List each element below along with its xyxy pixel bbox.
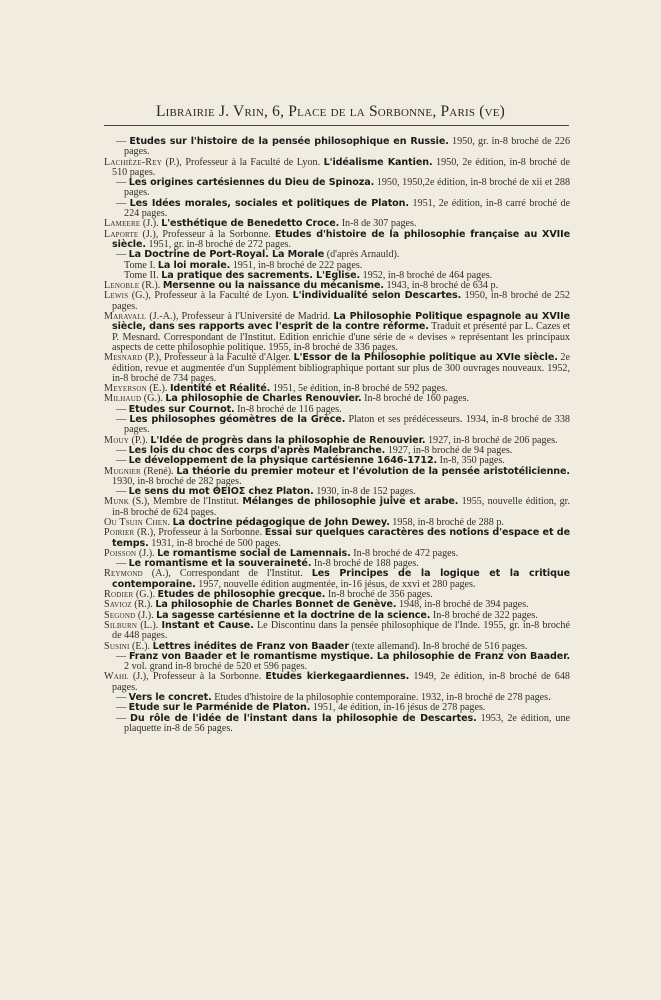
catalog-entry [104, 497, 570, 518]
entry-author: Poirier [104, 527, 135, 539]
entry-details: 1950, gr. in-8 broché de 226 pages. [124, 136, 571, 158]
entry-details: 1951, in-8 broché de 222 pages. [230, 259, 363, 271]
entry-dash: — [116, 702, 129, 714]
entry-title: Mélanges de philosophie juive et arabe. [242, 496, 459, 508]
entry-details: 1930, in-8 de 152 pages. [313, 486, 416, 498]
catalog-entry [104, 528, 570, 549]
entry-author-info: (J.), Professeur à la Sorbonne. [138, 228, 275, 240]
page-header [0, 103, 661, 121]
entry-title: Etudes sur Cournot. [128, 403, 235, 415]
entry-details: 1953, 2e édition, une plaquette in-8 de 56 pages. [124, 712, 571, 734]
entry-title: L'Essor de la Philosophie politique au XVIe siècle. [293, 352, 558, 364]
entry-author: Segond [104, 609, 136, 621]
entry-dash: — [116, 558, 129, 570]
entry-title: Vers le concret. [128, 692, 212, 704]
entry-details: Traduit et présenté par L. Cazes et P. Mesnard. Correspondant de l'Institut. Edition enrichie d'une série de « devises » représentant les principaux aspects de cette philosophie politique. 1955, in-8 broché de 336 pages. [112, 321, 570, 353]
entry-title: Identité et Réalité. [169, 383, 271, 395]
entry-author: Mesnard [104, 352, 143, 364]
entry-title: Etudes sur l'histoire de la pensée philosophique en Russie. [129, 136, 449, 147]
entry-dash: — [116, 249, 129, 261]
entry-details: 1951, gr. in-8 broché de 272 pages. [145, 238, 292, 250]
entry-title: Etudes d'histoire de la philosophie française au XVIIe siècle. [112, 228, 570, 250]
entry-title: La Philosophie Politique espagnole au XVIIe siècle, dans ses rapports avec l'esprit de la contre réforme. [112, 311, 570, 333]
entry-title: La doctrine pédagogique de John Dewey. [172, 516, 390, 528]
entry-author-info: (P.). [128, 434, 151, 446]
entry-details: 1955, nouvelle édition, gr. in-8 broché de 624 pages. [112, 496, 571, 518]
catalog-entry [104, 569, 570, 590]
entry-title: Les Idées morales, sociales et politiques de Platon. [129, 197, 409, 209]
entry-title: Le romantisme et la souveraineté. [128, 558, 312, 570]
entry-author: Lenoble [104, 280, 140, 292]
entry-title: Etudes kierkegaardiennes. [265, 671, 410, 683]
entry-title: L'Idée de progrès dans la philosophie de Renouvier. [150, 434, 426, 446]
entry-author: Reymond [104, 568, 143, 580]
entry-details: 1943, in-8 broché de 634 p. [383, 280, 499, 292]
entry-author: Mouy [104, 434, 129, 446]
entry-title: Les lois du choc des corps d'après Malebranche. [128, 444, 386, 456]
entry-title: L'esthétique de Benedetto Croce. [161, 218, 340, 230]
entry-author-info: (J.-A.), Professeur à l'Université de Madrid. [146, 311, 334, 323]
catalog-entry [104, 137, 570, 158]
entry-author: Silburn [104, 619, 138, 631]
entry-details: 1949, 2e édition, in-8 broché de 648 pages. [112, 671, 570, 693]
entry-title: Mersenne ou la naissance du mécanisme. [162, 280, 384, 292]
entry-title: Le romantisme social de Lamennais. [157, 547, 351, 559]
entry-title: Etudes de philosophie grecque. [157, 589, 326, 601]
entry-title: Le développement de la physique cartésienne 1646-1712. [128, 455, 438, 467]
entry-author: Mugnier [104, 465, 141, 477]
entry-title: La loi morale. [157, 259, 231, 271]
header-title: Librairie J. Vrin, 6, Place de la Sorbonne, Paris (ve) [155, 103, 506, 120]
entry-dash: — [116, 692, 129, 704]
entry-title: Etude sur le Parménide de Platon. [128, 702, 311, 714]
entry-details: 2e édition, revue et augmentée d'un Supplément bibliographique portant sur plus de 300 ouvrages nouveaux. 1952, in-8 broché de 734 pages. [112, 352, 570, 384]
entry-volume: Tome II. [124, 269, 162, 281]
entry-title: La théorie du premier moteur et l'évolution de la pensée aristotélicienne. [176, 465, 570, 477]
catalog-entry [104, 467, 570, 488]
catalog-entry [104, 353, 570, 384]
entry-author: Wahl [104, 671, 129, 683]
entry-details: 1930, in-8 broché de 282 pages. [112, 475, 242, 487]
entry-dash: — [116, 486, 129, 498]
entry-details: 1948, in-8 broché de 394 pages. [396, 599, 529, 611]
catalog-entry [104, 672, 570, 693]
entry-author-info: (E.). [129, 640, 153, 652]
entry-dash: — [116, 455, 129, 467]
entry-author-info: (G.). [141, 393, 166, 405]
entry-author: Meyerson [104, 383, 147, 395]
entry-details: In-8 broché de 322 pages. [430, 609, 538, 621]
entry-dash: — [116, 650, 129, 662]
entry-author: Rodier [104, 589, 134, 601]
entry-dash: — [116, 403, 129, 415]
entry-title: Les origines cartésiennes du Dieu de Spinoza. [128, 177, 375, 189]
entry-author: Laporte [104, 228, 139, 240]
entry-details: 1957, nouvelle édition augmentée, in-16 jésus, de xxvi et 280 pages. [195, 578, 476, 590]
entry-author-info: (G.), Professeur à la Faculté de Lyon. [128, 290, 293, 302]
entry-details: 1951, 2e édition, in-8 carré broché de 224 pages. [124, 197, 571, 220]
entry-details: 1952, in-8 broché de 464 pages. [360, 269, 493, 281]
entry-dash: — [116, 444, 129, 456]
entry-author-info: (R.). [131, 599, 156, 611]
entry-details: Etudes d'histoire de la philosophie contemporaine. 1932, in-8 broché de 278 pages. [211, 692, 551, 704]
entry-details: Le Discontinu dans la pensée philosophique de l'Inde. 1955, gr. in-8 broché de 448 pages. [112, 619, 570, 642]
entry-title: La philosophie de Charles Renouvier. [165, 393, 362, 405]
entry-details: In-8 de 307 pages. [339, 218, 417, 230]
entry-author-info: (S.), Membre de l'Institut. [128, 496, 243, 508]
entry-details: 1931, in-8 broché de 500 pages. [148, 537, 281, 549]
entry-title: Essai sur quelques caractères des notions d'espace et de temps. [112, 527, 570, 549]
entry-title: Le sens du mot ΘΕΙΟΣ chez Platon. [128, 486, 314, 498]
entry-title: La pratique des sacrements. L'Eglise. [161, 269, 361, 281]
catalog-entry [104, 312, 570, 353]
catalog-entry [104, 199, 570, 220]
entry-author: Lachièze-Rey [104, 156, 162, 168]
entry-author-info: (A.), Correspondant de l'Institut. [142, 568, 312, 580]
entry-title: La philosophie de Charles Bonnet de Genève. [155, 599, 397, 611]
entry-author-info: (R.), Professeur à la Sorbonne. [134, 527, 265, 539]
entry-dash: — [116, 712, 131, 724]
catalog-entry [104, 714, 570, 735]
entry-details: 1958, in-8 broché de 288 p. [389, 516, 504, 528]
entry-details: In-8 broché de 188 pages. [311, 558, 419, 570]
entry-author: Savioz [104, 599, 132, 611]
entry-author: Poisson [104, 547, 137, 559]
catalog-entry [104, 415, 570, 436]
entry-dash: — [116, 136, 130, 147]
entry-title: Les philosophes géomètres de la Grèce. [129, 414, 346, 426]
entry-author: Munk [104, 496, 129, 508]
entry-author: Maravall [104, 311, 147, 323]
entry-author-info: (R.). [139, 280, 163, 292]
entry-author-info: (J.), Professeur à la Sorbonne. [128, 671, 266, 683]
entry-author: Milhaud [104, 393, 142, 405]
entry-details: (texte allemand). In-8 broché de 516 pages. [348, 640, 528, 652]
entry-details: 1951, 4e édition, in-16 jésus de 278 pages. [310, 702, 486, 714]
entry-details: In-8 broché de 116 pages. [234, 403, 342, 415]
entry-author: Ou Tsuin Chen [104, 516, 168, 528]
entry-author-info: (G.). [133, 589, 158, 601]
entry-details: In-8 broché de 472 pages. [350, 547, 459, 559]
entry-details: 1950, in-8 broché de 252 pages. [112, 290, 570, 312]
entry-author-info: (P.), Professeur à la Faculté de Lyon. [161, 156, 324, 168]
header-rule [104, 125, 569, 126]
entry-title: L'idéalisme Kantien. [323, 156, 433, 168]
entry-title: La sagesse cartésienne et la doctrine de la science. [156, 609, 431, 621]
catalog-entry [104, 158, 570, 179]
entry-title: L'individualité selon Descartes. [292, 290, 462, 302]
entry-details: In-8 broché de 160 pages. [361, 393, 469, 405]
catalog-entry [104, 652, 570, 673]
entry-details: In-8, 350 pages. [437, 455, 505, 467]
entry-title: Du rôle de l'idée de l'instant dans la philosophie de Descartes. [130, 712, 477, 724]
entry-author-info: (René). [140, 465, 177, 477]
entry-title: Les Principes de la logique et la critique contemporaine. [112, 568, 570, 590]
entry-volume: Tome I. [124, 259, 158, 271]
entry-details: 1950, 1950,2e édition, in-8 broché de xii et 288 pages. [124, 177, 571, 199]
entry-author-info: (J.). [135, 609, 157, 621]
entry-title: Franz von Baader et le romantisme mystique. La philosophie de Franz von Baader. [128, 650, 571, 662]
entry-author: Lewis [104, 290, 129, 302]
entry-author-info: . [167, 516, 173, 528]
entry-title: La Doctrine de Port-Royal. La Morale [128, 249, 325, 261]
entry-title: Instant et Cause. [161, 619, 254, 631]
entry-author-info: (J.). [136, 547, 158, 559]
entry-details: 2 vol. grand in-8 broché de 520 et 596 pages. [124, 661, 308, 673]
entry-dash: — [116, 177, 129, 189]
entry-author-info: (E.). [146, 383, 170, 395]
catalog-entry [104, 291, 570, 312]
entry-author: Lameere [104, 218, 141, 230]
catalog-entry [104, 178, 570, 199]
entry-details: 1950, 2e édition, in-8 broché de 510 pages. [112, 156, 570, 178]
entry-title: Lettres inédites de Franz von Baader [152, 640, 349, 652]
catalog-list [104, 137, 570, 734]
catalog-entry [104, 230, 570, 251]
entry-author-info: (J.). [140, 218, 162, 230]
entry-author-info: (P.), Professeur à la Faculté d'Alger. [142, 352, 294, 364]
entry-author-info: (L.). [137, 619, 162, 631]
entry-details: 1951, 5e édition, in-8 broché de 592 pages. [270, 383, 448, 395]
entry-details: In-8 broché de 356 pages. [325, 589, 433, 601]
entry-dash: — [116, 197, 130, 209]
entry-details: 1927, in-8 broché de 94 pages. [385, 444, 513, 456]
catalog-entry [104, 621, 570, 642]
entry-details: 1927, in-8 broché de 206 pages. [425, 434, 558, 446]
entry-details: Platon et ses prédécesseurs. 1934, in-8 broché de 338 pages. [124, 414, 570, 436]
entry-details: (d'après Arnauld). [324, 249, 400, 261]
entry-dash: — [116, 414, 130, 426]
entry-author: Susini [104, 640, 130, 652]
